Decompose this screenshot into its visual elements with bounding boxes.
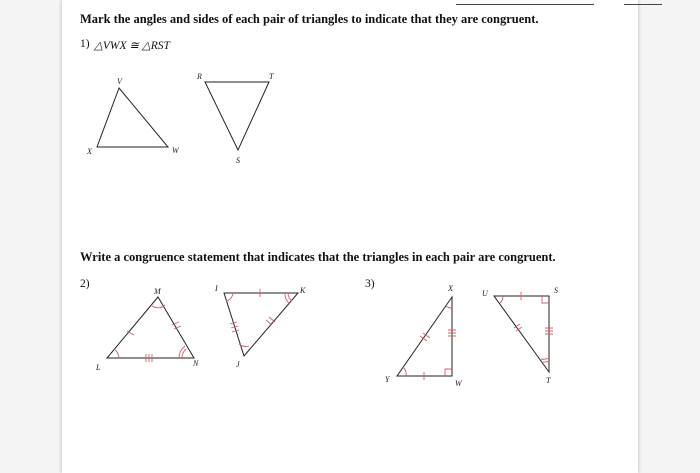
vertex-m-label: M bbox=[154, 287, 161, 296]
triangle-xyw bbox=[385, 284, 463, 388]
vertex-v-label: V bbox=[117, 77, 122, 86]
vertex-x3-label: X bbox=[448, 284, 453, 293]
vertex-j-label: J bbox=[236, 360, 240, 369]
vertex-w3-label: W bbox=[455, 379, 462, 388]
angle-i-mark bbox=[226, 293, 233, 301]
vertex-r-label: R bbox=[197, 72, 202, 81]
vertex-l-label: L bbox=[96, 363, 101, 372]
vertex-t3-label: T bbox=[546, 376, 551, 385]
triangle-vwx bbox=[86, 77, 180, 156]
side-ij-tick bbox=[230, 322, 239, 332]
angle-l-mark bbox=[114, 349, 119, 358]
vertex-n-label: N bbox=[193, 359, 199, 368]
angle-u-mark bbox=[500, 296, 503, 303]
angle-y-mark bbox=[403, 367, 406, 376]
vertex-s3-label: S bbox=[554, 286, 558, 295]
vertex-y-label: Y bbox=[385, 375, 390, 384]
vertex-i-label: I bbox=[215, 284, 218, 293]
right-angle-w-mark bbox=[445, 369, 452, 376]
triangle-lmn bbox=[95, 287, 199, 372]
vertex-k-label: K bbox=[300, 286, 306, 295]
problem-1-number: 1) bbox=[80, 38, 90, 50]
right-angle-s-mark bbox=[542, 296, 549, 303]
angle-n-mark bbox=[179, 346, 186, 358]
vertex-u-label: U bbox=[482, 289, 488, 298]
problem-3-number: 3) bbox=[365, 278, 375, 290]
problem-2-number: 2) bbox=[80, 278, 90, 290]
angle-t-mark bbox=[541, 358, 549, 362]
heading-write-statement: Write a congruence statement that indicates that the triangles in each pair are congruent. bbox=[80, 250, 556, 264]
triangle-rst bbox=[196, 72, 274, 165]
side-jk-tick bbox=[266, 317, 275, 325]
heading-mark-angles: Mark the angles and sides of each pair of triangles to indicate that they are congruent. bbox=[80, 12, 539, 26]
triangle-ust bbox=[482, 286, 558, 385]
problem-1-statement: △VWX ≅ △RST bbox=[94, 40, 170, 52]
vertex-w-label: W bbox=[172, 146, 179, 155]
vertex-x-label: X bbox=[87, 147, 92, 156]
angle-k-mark bbox=[285, 293, 292, 304]
vertex-t-label: T bbox=[269, 72, 274, 81]
angle-x3-mark bbox=[446, 306, 452, 308]
side-xy-tick bbox=[420, 333, 430, 341]
triangle-ijk bbox=[214, 284, 306, 369]
vertex-s-label: S bbox=[236, 156, 240, 165]
